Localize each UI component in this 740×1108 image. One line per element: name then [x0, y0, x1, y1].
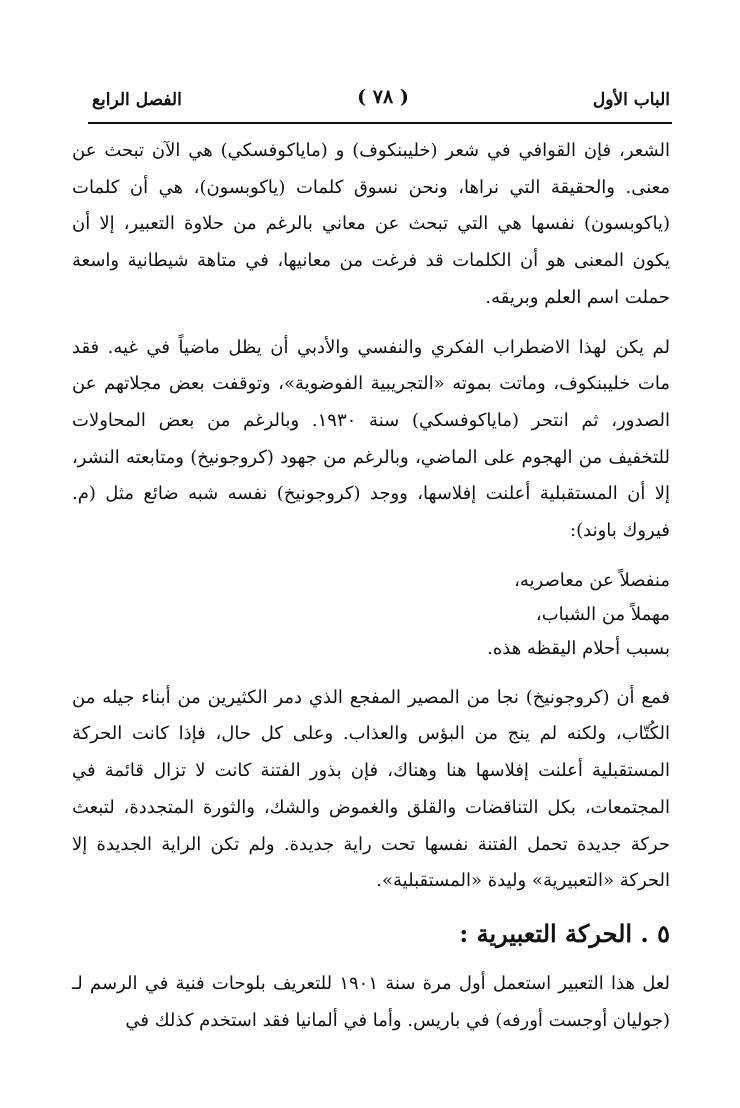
- paragraph-2: لم يكن لهذا الاضطراب الفكري والنفسي والأدبي أن يظل ماضياً في غيه. فقد مات خليبنكوف، وماتت بموته «التجريبية الفوضوية»، وتوقفت بعض مجلاتهم عن الصدور، ثم انتحر (ماياكوفسكي) سنة ١٩٣٠. وبالرغم من بعض المحاولات للتخفيف من الهجوم على الماضي، وبالرغم من جهود (كروجونيخ) ومتابعته النشر، إلا أن المستقبلية أعلنت إفلاسها، ووجد (كروجونيخ) نفسه شبه ضائع مثل (م. فيروك باوند):: [72, 336, 670, 542]
- quoted-verse: [72, 564, 670, 666]
- verse-line-3: بسبب أحلام اليقظه هذه.: [487, 637, 670, 659]
- paragraph-3: فمع أن (كروجونيخ) نجا من المصير المفجع الذي دمر الكثيرين من أبناء جيله من الكُتّاب، ولكنه لم ينج من البؤس والعذاب. وعلى كل حال، فإذا كانت الحركة المستقبلية أعلنت إفلاسها هنا وهناك، فإن بذور الفتنة كانت لا تزال قائمة في المجتمعات، بكل التناقضات والقلق والغموض والشك، والثورة المتجددة، لتبعث حركة جديدة تحمل الفتنة نفسها تحت راية جديدة. ولم تكن الراية الجديدة إلا الحركة «التعبيرية» وليدة «المستقبلية».: [72, 686, 670, 892]
- section-heading: ٥ . الحركة التعبيرية :: [459, 918, 670, 948]
- page-number: ( ٧٨ ): [357, 86, 409, 108]
- paragraph-4: لعل هذا التعبير استعمل أول مرة سنة ١٩٠١ للتعريف بلوحات فنية في الرسم لـ (جوليان أوجست أورفه) في باريس. وأما في ألمانيا فقد استخدم كذلك في: [72, 972, 670, 1031]
- part-title: الباب الأول: [592, 90, 670, 110]
- page-body: [72, 133, 670, 1039]
- paragraph-1: الشعر، فإن القوافي في شعر (خليبنكوف) و (ماياكوفسكي) هي الآن تبحث عن معنى. والحقيقة التي نراها، ونحن نسوق كلمات (ياكوبسون)، هي أن كلمات (ياكوبسون) نفسها هي التي تبحث عن معاني بالرغم من حلاوة التعبير، إلا أن يكون المعنى هو أن الكلمات قد فرغت من معانيها، في متاهة شيطانية واسعة حملت اسم العلم وبريقه.: [72, 140, 670, 308]
- verse-line-2: مهملاً من الشباب،: [535, 603, 670, 625]
- running-header: [92, 86, 670, 120]
- header-rule: [88, 122, 672, 124]
- verse-line-1: منفصلاً عن معاصريه،: [514, 569, 670, 591]
- chapter-title: الفصل الرابع: [92, 90, 182, 110]
